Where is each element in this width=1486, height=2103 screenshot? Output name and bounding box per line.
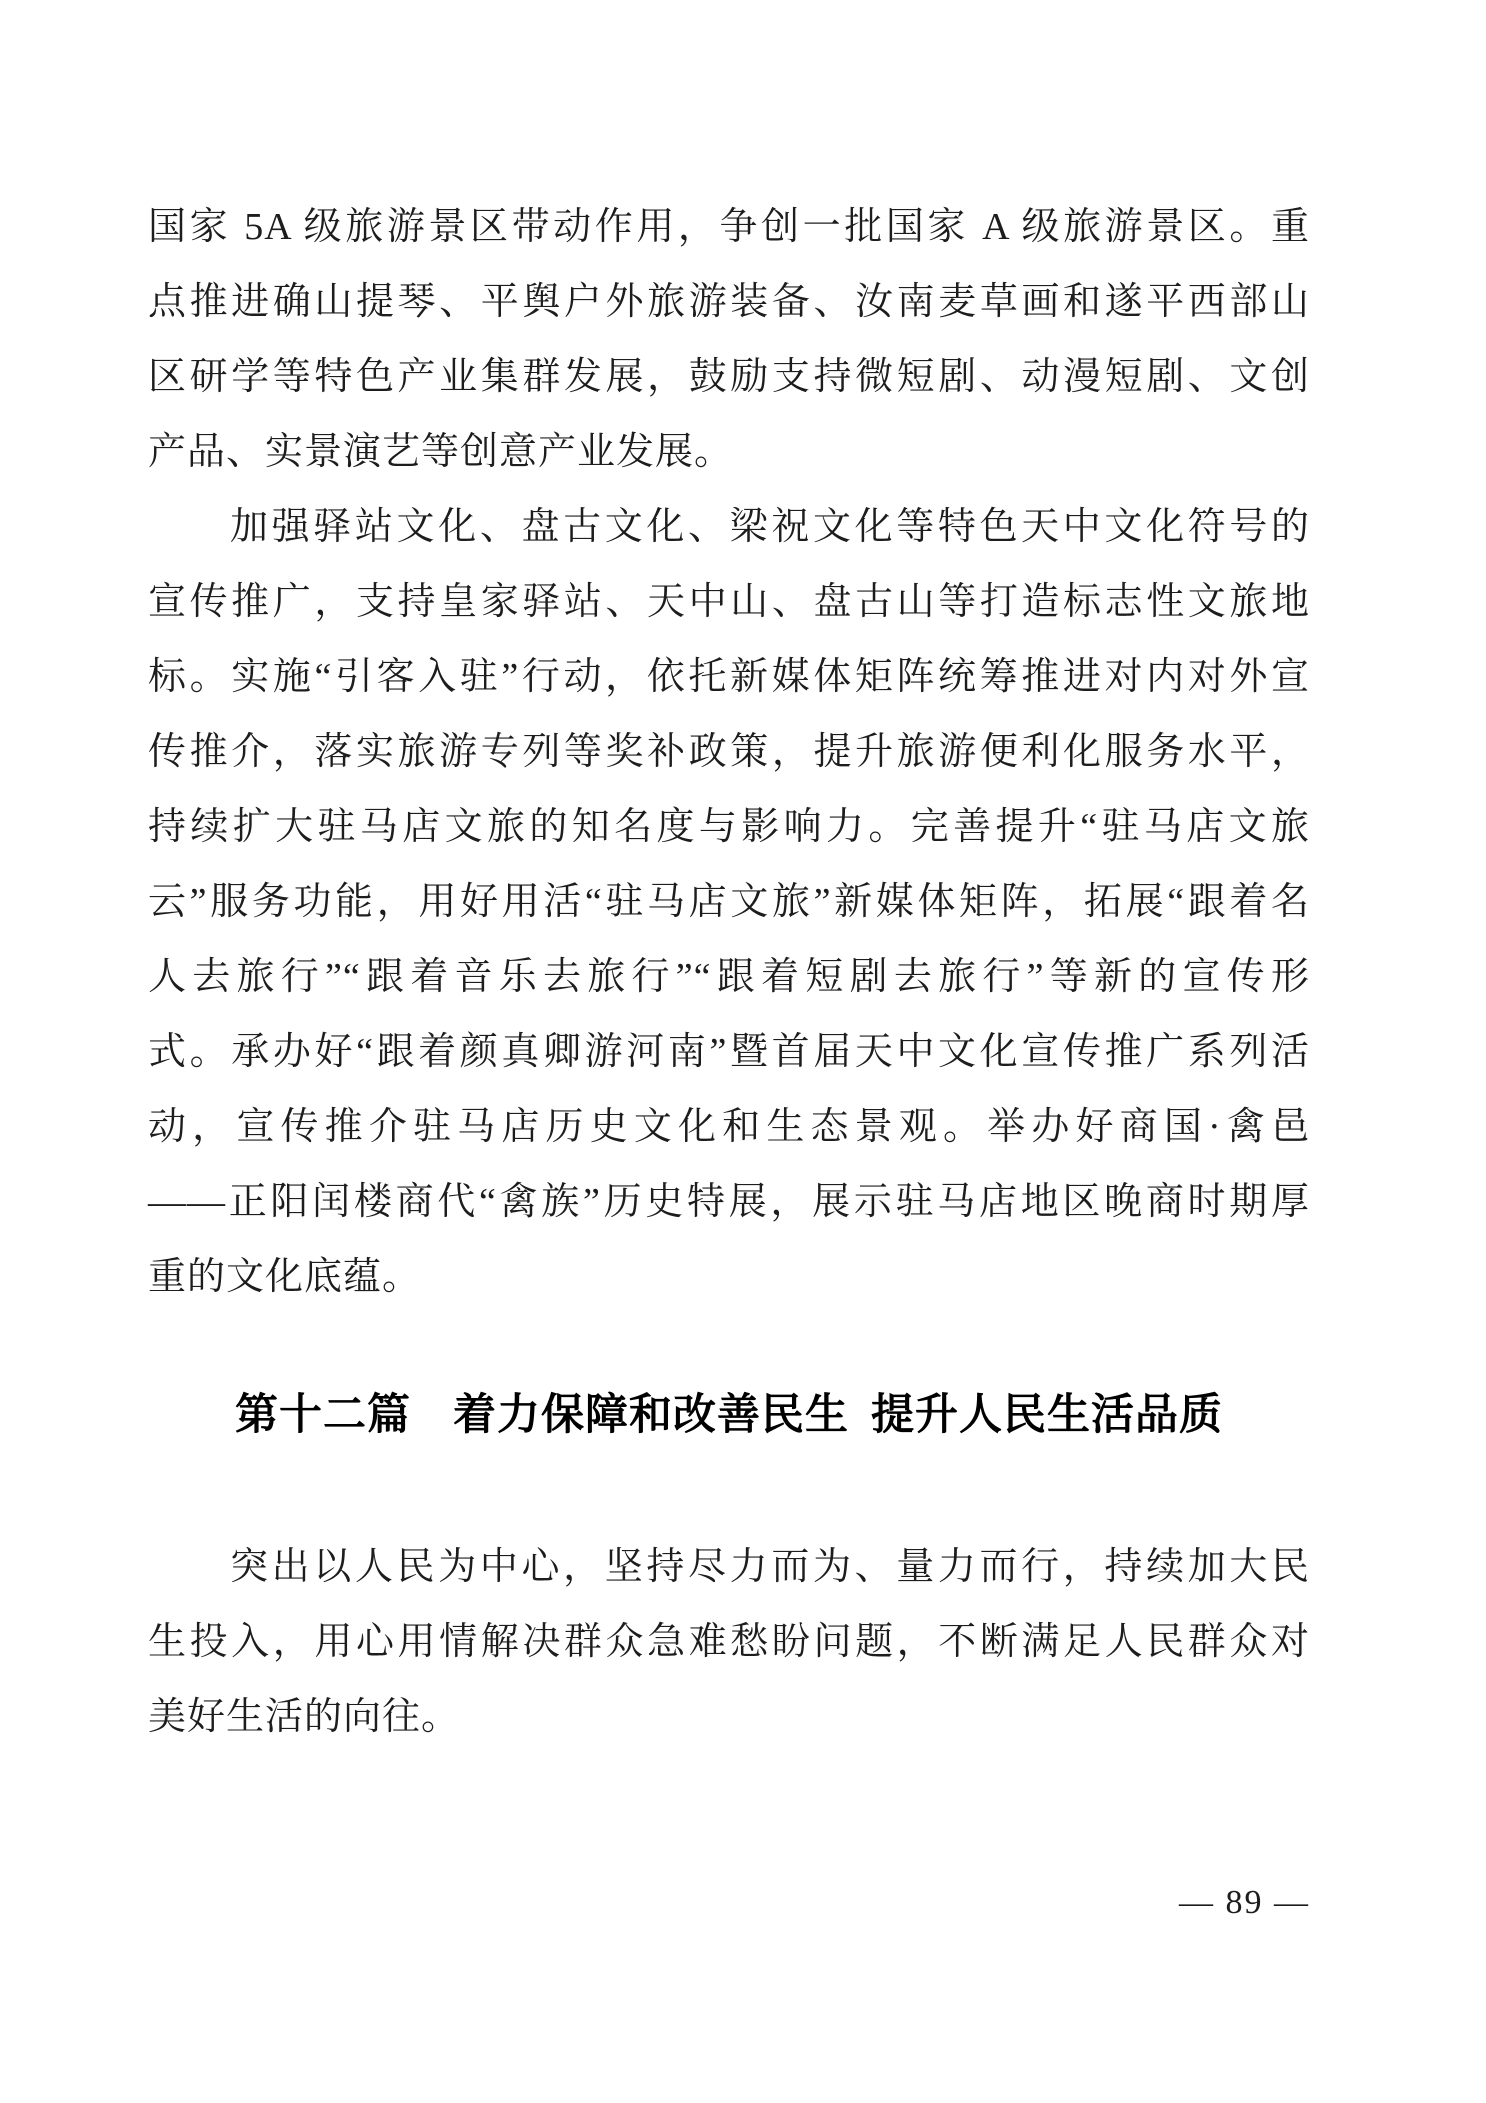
paragraph-line: 点推进确山提琴、平舆户外旅游装备、汝南麦草画和遂平西部山: [148, 281, 1310, 323]
chapter-title-part2: 提升人民生活品质: [871, 1391, 1223, 1439]
page-number: — 89 —: [1179, 1884, 1310, 1921]
paragraph-line: 产品、实景演艺等创意产业发展。: [148, 431, 734, 473]
paragraph-line: 动，宣传推介驻马店历史文化和生态景观。举办好商国·禽邑: [148, 1106, 1310, 1148]
chapter-title-part1: 着力保障和改善民生: [453, 1391, 849, 1439]
paragraph-line: 区研学等特色产业集群发展，鼓励支持微短剧、动漫短剧、文创: [148, 356, 1310, 398]
paragraph-line: 式。承办好“跟着颜真卿游河南”暨首届天中文化宣传推广系列活: [148, 1031, 1310, 1073]
body-text-lower: [148, 1530, 1310, 1755]
paragraph-line: 美好生活的向往。: [148, 1696, 461, 1738]
paragraph-line: 生投入，用心用情解决群众急难愁盼问题，不断满足人民群众对: [148, 1621, 1310, 1663]
paragraph-line: 宣传推广，支持皇家驿站、天中山、盘古山等打造标志性文旅地: [148, 581, 1310, 623]
paragraph-line: 持续扩大驻马店文旅的知名度与影响力。完善提升“驻马店文旅: [148, 806, 1310, 848]
chapter-number-label: 第十二篇: [235, 1391, 411, 1439]
body-text-upper: [148, 190, 1310, 1315]
paragraph-line: 国家 5A 级旅游景区带动作用，争创一批国家 A 级旅游景区。重: [148, 206, 1310, 248]
paragraph-line: ——正阳闰楼商代“禽族”历史特展，展示驻马店地区晚商时期厚: [148, 1181, 1310, 1223]
paragraph-line: 传推介，落实旅游专列等奖补政策，提升旅游便利化服务水平，: [148, 731, 1310, 773]
paragraph-line: 云”服务功能，用好用活“驻马店文旅”新媒体矩阵，拓展“跟着名: [148, 881, 1310, 923]
paragraph-line: 标。实施“引客入驻”行动，依托新媒体矩阵统筹推进对内对外宣: [148, 656, 1310, 698]
paragraph-line: 突出以人民为中心，坚持尽力而为、量力而行，持续加大民: [230, 1546, 1310, 1588]
paragraph-line: 人去旅行”“跟着音乐去旅行”“跟着短剧去旅行”等新的宣传形: [148, 956, 1310, 998]
paragraph-line: 重的文化底蕴。: [148, 1256, 422, 1298]
paragraph-line: 加强驿站文化、盘古文化、梁祝文化等特色天中文化符号的: [230, 506, 1310, 548]
chapter-heading: [148, 1382, 1310, 1448]
